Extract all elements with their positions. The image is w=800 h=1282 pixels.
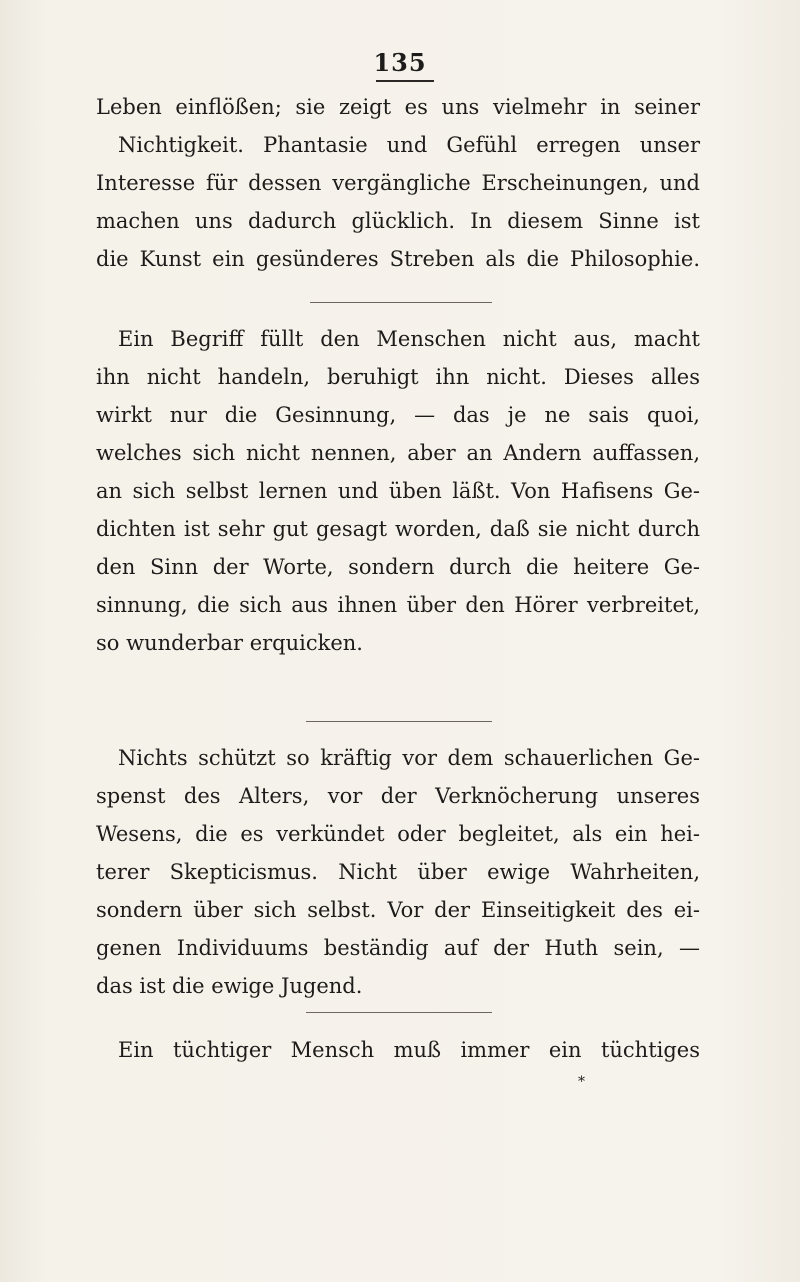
page-number-underline bbox=[376, 80, 434, 82]
section-divider bbox=[306, 1012, 492, 1013]
text-line: die Kunst ein gesünderes Streben als die Philosophie. bbox=[96, 247, 700, 271]
text-line: dichten ist sehr gut gesagt worden, daß sie nicht durch bbox=[96, 517, 700, 541]
text-line: sondern über sich selbst. Vor der Einseitigkeit des ei- bbox=[96, 898, 700, 922]
text-line: Nichts schützt so kräftig vor dem schauerlichen Ge- bbox=[118, 746, 700, 770]
section-divider bbox=[310, 302, 492, 303]
paragraph-1 bbox=[96, 88, 700, 278]
text-line: machen uns dadurch glücklich. In diesem Sinne ist bbox=[96, 209, 700, 233]
text-line: ihn nicht handeln, beruhigt ihn nicht. Dieses alles bbox=[96, 365, 700, 389]
text-line: sinnung, die sich aus ihnen über den Hörer verbreitet, bbox=[96, 593, 700, 617]
text-line: Leben einflößen; sie zeigt es uns vielmehr in seiner bbox=[96, 95, 700, 119]
text-line: Ein Begriff füllt den Menschen nicht aus, macht bbox=[118, 327, 700, 351]
paragraph-4 bbox=[96, 1031, 700, 1069]
text-line: Wesens, die es verkündet oder begleitet, als ein hei- bbox=[96, 822, 700, 846]
text-line: wirkt nur die Gesinnung, — das je ne sais quoi, bbox=[96, 403, 700, 427]
paragraph-2 bbox=[96, 320, 700, 662]
text-line: so wunderbar erquicken. bbox=[96, 631, 363, 655]
page-number: 135 bbox=[373, 48, 427, 77]
text-line: das ist die ewige Jugend. bbox=[96, 974, 363, 998]
section-divider bbox=[306, 721, 492, 722]
text-line: spenst des Alters, vor der Verknöcherung unseres bbox=[96, 784, 700, 808]
text-line: Interesse für dessen vergängliche Erscheinungen, und bbox=[96, 171, 700, 195]
text-line: an sich selbst lernen und üben läßt. Von Hafisens Ge- bbox=[96, 479, 700, 503]
text-line: den Sinn der Worte, sondern durch die heitere Ge- bbox=[96, 555, 700, 579]
paragraph-3 bbox=[96, 739, 700, 1005]
signature-mark: * bbox=[578, 1074, 585, 1090]
text-line: genen Individuums beständig auf der Huth sein, — bbox=[96, 936, 700, 960]
text-line: welches sich nicht nennen, aber an Andern auffassen, bbox=[96, 441, 700, 465]
text-line: Nichtigkeit. Phantasie und Gefühl erregen unser bbox=[118, 133, 700, 157]
text-line: Ein tüchtiger Mensch muß immer ein tüchtiges bbox=[118, 1038, 700, 1062]
text-line: terer Skepticismus. Nicht über ewige Wahrheiten, bbox=[96, 860, 700, 884]
